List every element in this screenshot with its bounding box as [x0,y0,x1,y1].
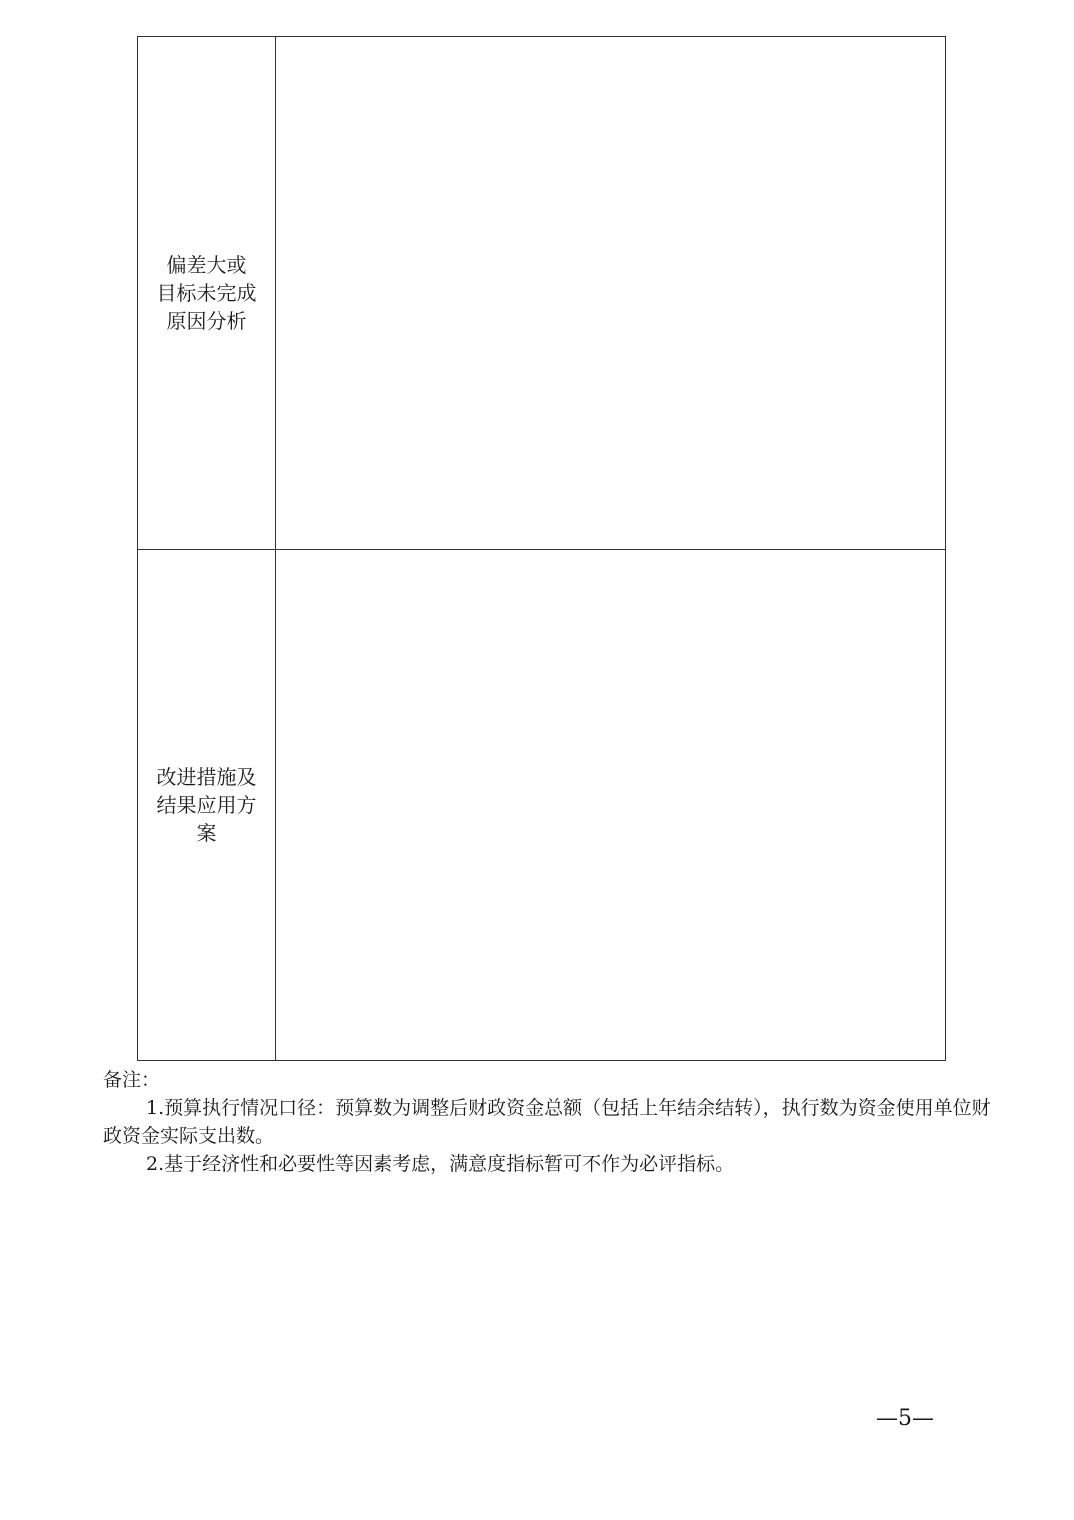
deviation-analysis-label-cell [138,37,276,550]
notes-section [103,1066,993,1178]
improvement-plan-content-cell [276,550,946,1061]
table-row-deviation-analysis [138,37,946,550]
note-item-2: 2.基于经济性和必要性等因素考虑，满意度指标暂可不作为必评指标。 [146,1153,735,1175]
evaluation-form-table [137,36,946,1061]
improvement-plan-label-cell [138,550,276,1061]
improvement-plan-label: 改进措施及 结果应用方 案 [156,765,257,845]
page-number: —5— [876,1406,934,1431]
deviation-analysis-content-cell [276,37,946,550]
notes-heading: 备注： [103,1069,161,1091]
deviation-analysis-label: 偏差大或 目标未完成 原因分析 [156,253,257,333]
note-item-1: 1.预算执行情况口径：预算数为调整后财政资金总额（包括上年结余结转），执行数为资金使用单位财政资金实际支出数。 [103,1097,991,1147]
table-row-improvement-plan [138,550,946,1061]
